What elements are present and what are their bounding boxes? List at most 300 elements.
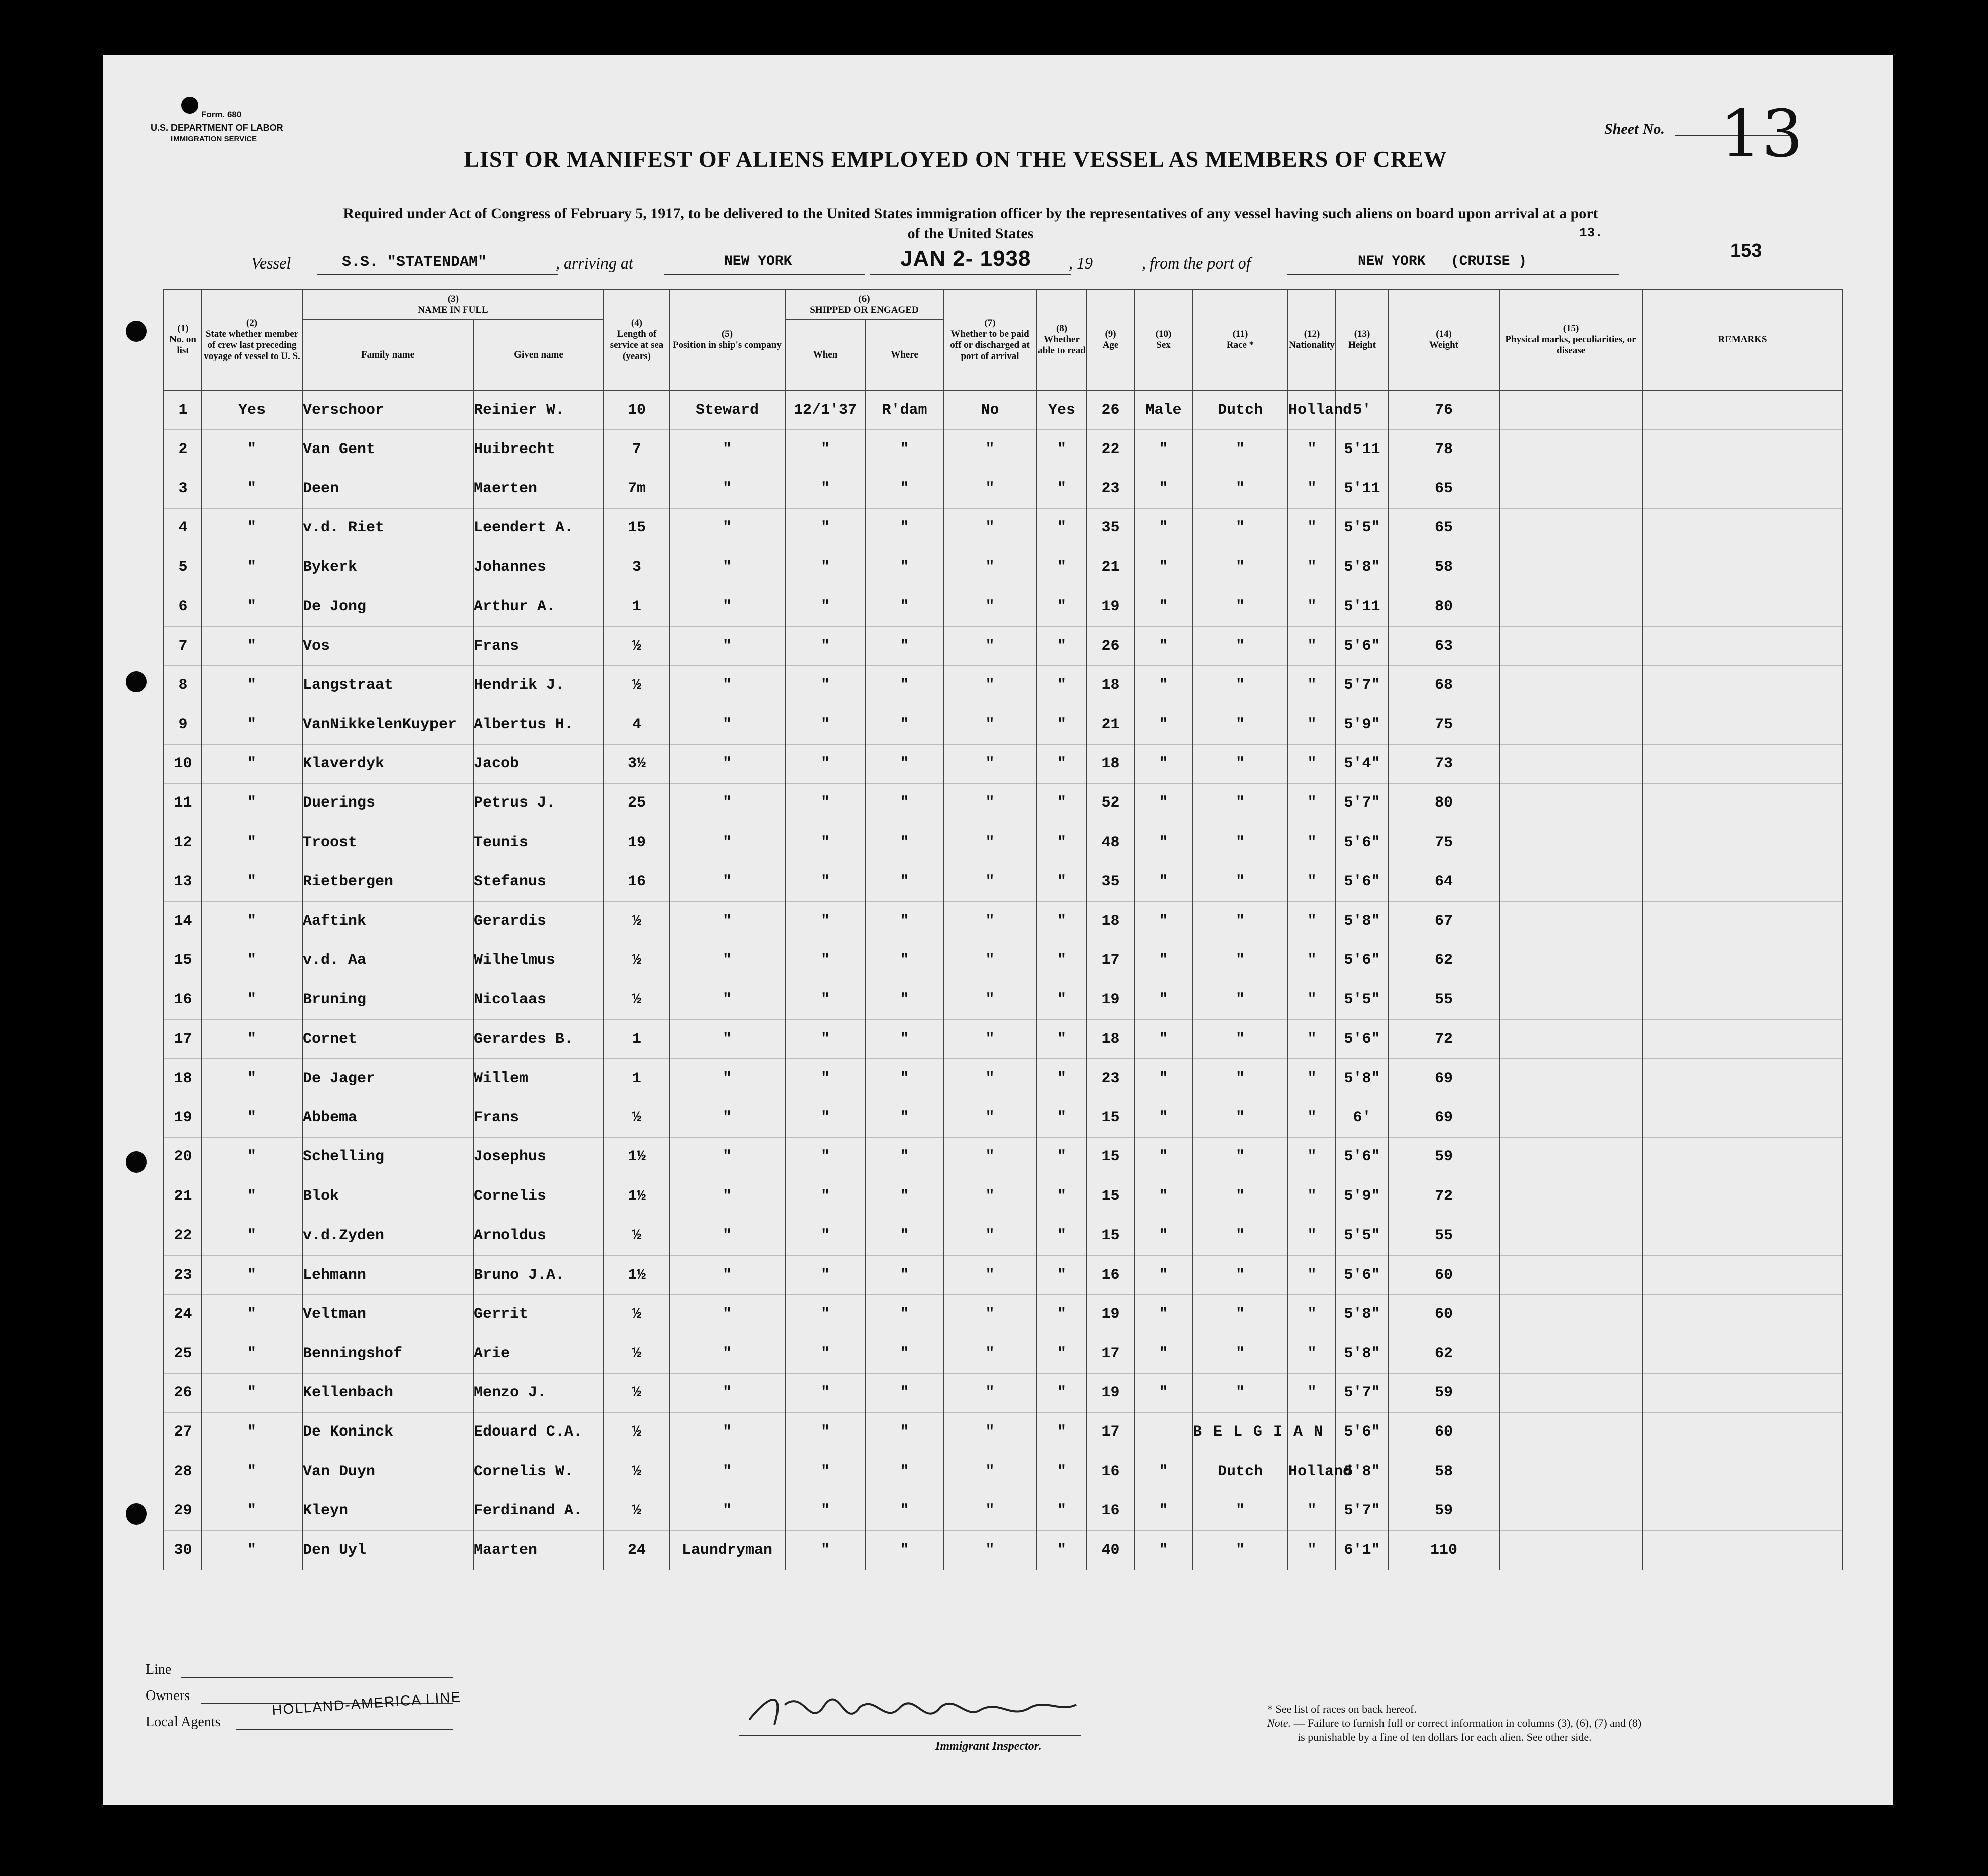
nationality-cell: ": [1288, 980, 1336, 1019]
physical-marks-cell: [1499, 548, 1643, 587]
sex-cell: ": [1135, 1452, 1192, 1491]
remarks-cell: [1643, 1098, 1843, 1137]
inspector-signature: [739, 1684, 1081, 1735]
race-cell: ": [1192, 1256, 1288, 1295]
service-cell: 1: [604, 1020, 669, 1059]
race-cell: ": [1192, 705, 1288, 744]
shipped-where-cell: ": [866, 1531, 943, 1570]
remarks-cell: [1643, 823, 1843, 862]
shipped-when-cell: ": [785, 744, 866, 783]
service-cell: 1½: [604, 1137, 669, 1177]
position-cell: ": [669, 980, 785, 1019]
shipped-when-cell: ": [785, 1452, 866, 1491]
age-cell: 19: [1087, 1295, 1135, 1334]
prev-voyage-cell: ": [202, 705, 302, 744]
nationality-cell: ": [1288, 1491, 1336, 1531]
paid-off-cell: ": [943, 1098, 1036, 1137]
height-cell: 5'9": [1336, 1177, 1389, 1216]
able-to-read-cell: ": [1036, 1531, 1087, 1570]
paid-off-cell: ": [943, 705, 1036, 744]
form-service: IMMIGRATION SERVICE: [171, 135, 257, 143]
weight-cell: 55: [1389, 1216, 1499, 1255]
family-name-cell: Deen: [302, 469, 473, 508]
crew-manifest-table: [163, 289, 1843, 1570]
row-number: 27: [164, 1412, 202, 1452]
remarks-cell: [1643, 1452, 1843, 1491]
col-age-header: (9) Age: [1087, 290, 1135, 390]
year-label: , 19: [1069, 254, 1093, 272]
nationality-cell: ": [1288, 548, 1336, 587]
date-stamp: JAN 2- 1938: [900, 246, 1031, 271]
prev-voyage-cell: ": [202, 941, 302, 980]
given-name-cell: Frans: [473, 627, 604, 666]
note-label: Note.: [1267, 1717, 1291, 1729]
table-row: [164, 1412, 1843, 1452]
family-name-cell: Bruning: [302, 980, 473, 1019]
race-cell: ": [1192, 1295, 1288, 1334]
given-name-cell: Arie: [473, 1334, 604, 1373]
position-cell: ": [669, 548, 785, 587]
able-to-read-cell: ": [1036, 705, 1087, 744]
service-cell: ½: [604, 1412, 669, 1452]
shipped-when-cell: ": [785, 705, 866, 744]
service-cell: ½: [604, 666, 669, 705]
prev-voyage-cell: ": [202, 627, 302, 666]
nationality-cell: ": [1288, 783, 1336, 823]
family-name-cell: Troost: [302, 823, 473, 862]
age-cell: 21: [1087, 548, 1135, 587]
nationality-cell: ": [1288, 1531, 1336, 1570]
service-cell: ½: [604, 1334, 669, 1373]
sheet-number: 13: [1720, 96, 1803, 172]
family-name-cell: Van Gent: [302, 430, 473, 469]
table-row: [164, 1216, 1843, 1255]
sex-cell: ": [1135, 1531, 1192, 1570]
paid-off-cell: ": [943, 783, 1036, 823]
shipped-when-cell: ": [785, 548, 866, 587]
from-port: NEW YORK (CRUISE ): [1358, 254, 1527, 270]
age-cell: 19: [1087, 980, 1135, 1019]
position-cell: ": [669, 1137, 785, 1177]
able-to-read-cell: ": [1036, 902, 1087, 941]
remarks-cell: [1643, 1531, 1843, 1570]
paid-off-cell: ": [943, 508, 1036, 548]
position-cell: ": [669, 627, 785, 666]
weight-cell: 60: [1389, 1412, 1499, 1452]
family-name-cell: Blok: [302, 1177, 473, 1216]
nationality-cell: ": [1288, 1334, 1336, 1373]
sex-cell: ": [1135, 548, 1192, 587]
shipped-when-cell: ": [785, 862, 866, 902]
able-to-read-cell: ": [1036, 587, 1087, 626]
nationality-cell: ": [1288, 1216, 1336, 1255]
remarks-cell: [1643, 469, 1843, 508]
nationality-cell: ": [1288, 1020, 1336, 1059]
sex-cell: ": [1135, 1334, 1192, 1373]
sex-cell: ": [1135, 587, 1192, 626]
col-shipped-header: (6) SHIPPED OR ENGAGED: [785, 290, 943, 320]
shipped-where-cell: ": [866, 823, 943, 862]
race-cell: ": [1192, 783, 1288, 823]
physical-marks-cell: [1499, 666, 1643, 705]
family-name-cell: Aaftink: [302, 902, 473, 941]
service-cell: ½: [604, 1098, 669, 1137]
shipped-where-cell: ": [866, 941, 943, 980]
nationality-cell: ": [1288, 1137, 1336, 1177]
physical-marks-cell: [1499, 508, 1643, 548]
row-number: 4: [164, 508, 202, 548]
row-number: 18: [164, 1059, 202, 1098]
remarks-cell: [1643, 1137, 1843, 1177]
position-cell: ": [669, 1177, 785, 1216]
prev-voyage-cell: ": [202, 823, 302, 862]
line-label: Line: [146, 1662, 172, 1677]
table-row: [164, 1334, 1843, 1373]
race-note: * See list of races on back hereof.: [1267, 1703, 1417, 1715]
table-row: [164, 980, 1843, 1019]
weight-cell: 110: [1389, 1531, 1499, 1570]
height-cell: 5'6": [1336, 862, 1389, 902]
race-cell: Dutch: [1192, 1452, 1288, 1491]
family-name-cell: De Jager: [302, 1059, 473, 1098]
race-cell: ": [1192, 1098, 1288, 1137]
service-cell: 1: [604, 1059, 669, 1098]
prev-voyage-cell: ": [202, 1295, 302, 1334]
prev-voyage-cell: ": [202, 1373, 302, 1412]
weight-cell: 69: [1389, 1098, 1499, 1137]
paid-off-cell: ": [943, 1412, 1036, 1452]
prev-voyage-cell: ": [202, 1137, 302, 1177]
physical-marks-cell: [1499, 862, 1643, 902]
service-cell: 1½: [604, 1177, 669, 1216]
remarks-cell: [1643, 1059, 1843, 1098]
able-to-read-cell: ": [1036, 1098, 1087, 1137]
prev-voyage-cell: ": [202, 1256, 302, 1295]
shipped-where-cell: ": [866, 862, 943, 902]
sex-cell: ": [1135, 823, 1192, 862]
able-to-read-cell: ": [1036, 627, 1087, 666]
shipped-when-cell: ": [785, 1412, 866, 1452]
race-cell: ": [1192, 1137, 1288, 1177]
col-prev-voyage-header: (2) State whether member of crew last preceding voyage of vessel to U. S.: [202, 290, 302, 390]
race-cell: ": [1192, 666, 1288, 705]
nationality-cell: ": [1288, 744, 1336, 783]
race-cell: ": [1192, 823, 1288, 862]
local-agents-label: Local Agents: [146, 1714, 221, 1730]
height-cell: 5'11: [1336, 469, 1389, 508]
service-cell: 19: [604, 823, 669, 862]
nationality-cell: ": [1288, 1059, 1336, 1098]
family-name-cell: Verschoor: [302, 390, 473, 430]
vessel-label: Vessel: [251, 254, 291, 272]
shipped-when-cell: ": [785, 666, 866, 705]
row-number: 6: [164, 587, 202, 626]
table-row: [164, 1137, 1843, 1177]
given-name-cell: Gerardes B.: [473, 1020, 604, 1059]
weight-cell: 80: [1389, 783, 1499, 823]
sex-cell: ": [1135, 1295, 1192, 1334]
service-cell: ½: [604, 1216, 669, 1255]
position-cell: Laundryman: [669, 1531, 785, 1570]
shipped-where-cell: ": [866, 1177, 943, 1216]
table-row: [164, 1020, 1843, 1059]
physical-marks-cell: [1499, 1491, 1643, 1531]
shipped-when-cell: ": [785, 508, 866, 548]
age-cell: 17: [1087, 1412, 1135, 1452]
height-cell: 5'6": [1336, 1256, 1389, 1295]
height-cell: 5'8": [1336, 1452, 1389, 1491]
punch-hole: [126, 321, 147, 342]
punch-hole: [181, 97, 198, 114]
shipped-when-cell: ": [785, 1256, 866, 1295]
prev-voyage-cell: ": [202, 1020, 302, 1059]
remarks-cell: [1643, 862, 1843, 902]
family-name-cell: Benningshof: [302, 1334, 473, 1373]
service-cell: 3½: [604, 744, 669, 783]
remarks-cell: [1643, 980, 1843, 1019]
able-to-read-cell: ": [1036, 1216, 1087, 1255]
vessel-name: S.S. "STATENDAM": [342, 254, 487, 271]
remarks-cell: [1643, 744, 1843, 783]
service-cell: 1½: [604, 1256, 669, 1295]
shipped-when-cell: ": [785, 1020, 866, 1059]
col-where-header: Where: [866, 320, 943, 390]
sex-cell: ": [1135, 1059, 1192, 1098]
weight-cell: 64: [1389, 862, 1499, 902]
punch-hole: [126, 1503, 147, 1525]
table-row: [164, 1059, 1843, 1098]
position-cell: ": [669, 1059, 785, 1098]
col-sex-header: (10) Sex: [1135, 290, 1192, 390]
subtitle-line-2: of the United States: [907, 225, 1034, 242]
paid-off-cell: ": [943, 1373, 1036, 1412]
col-read-header: (8) Whether able to read: [1036, 290, 1087, 390]
sex-cell: ": [1135, 744, 1192, 783]
given-name-cell: Hendrik J.: [473, 666, 604, 705]
subtitle: [181, 204, 1760, 244]
shipped-when-cell: ": [785, 469, 866, 508]
col-marks-header: (15) Physical marks, peculiarities, or disease: [1499, 290, 1643, 390]
paid-off-cell: ": [943, 823, 1036, 862]
nationality-cell: Holland: [1288, 1452, 1336, 1491]
family-name-cell: Veltman: [302, 1295, 473, 1334]
remarks-cell: [1643, 941, 1843, 980]
remarks-cell: [1643, 587, 1843, 626]
height-cell: 5'8": [1336, 902, 1389, 941]
able-to-read-cell: ": [1036, 1137, 1087, 1177]
arriving-underline: [664, 274, 865, 275]
paid-off-cell: ": [943, 862, 1036, 902]
height-cell: 5'7": [1336, 1491, 1389, 1531]
shipped-where-cell: ": [866, 1137, 943, 1177]
row-number: 12: [164, 823, 202, 862]
table-row: [164, 666, 1843, 705]
row-number: 26: [164, 1373, 202, 1412]
given-name-cell: Menzo J.: [473, 1373, 604, 1412]
table-row: [164, 1256, 1843, 1295]
paid-off-cell: ": [943, 430, 1036, 469]
position-cell: ": [669, 1412, 785, 1452]
shipped-where-cell: ": [866, 1491, 943, 1531]
paid-off-cell: ": [943, 666, 1036, 705]
row-number: 14: [164, 902, 202, 941]
family-name-cell: Abbema: [302, 1098, 473, 1137]
subtitle-line-1: Required under Act of Congress of February 5, 1917, to be delivered to the United States immigration officer by the representatives of any vessel having such aliens on board upon arrival at a port: [343, 205, 1598, 222]
from-label: , from the port of: [1142, 254, 1251, 272]
physical-marks-cell: [1499, 1098, 1643, 1137]
family-name-cell: De Koninck: [302, 1412, 473, 1452]
given-name-cell: Jacob: [473, 744, 604, 783]
row-number: 20: [164, 1137, 202, 1177]
given-name-cell: Arnoldus: [473, 1216, 604, 1255]
prev-voyage-cell: ": [202, 1059, 302, 1098]
race-cell: ": [1192, 862, 1288, 902]
shipped-where-cell: ": [866, 666, 943, 705]
weight-cell: 78: [1389, 430, 1499, 469]
sex-cell: ": [1135, 980, 1192, 1019]
row-number: 7: [164, 627, 202, 666]
nationality-cell: ": [1288, 1177, 1336, 1216]
line-underline: [181, 1677, 453, 1678]
age-cell: 48: [1087, 823, 1135, 862]
paid-off-cell: ": [943, 1020, 1036, 1059]
shipped-where-cell: ": [866, 1334, 943, 1373]
weight-cell: 62: [1389, 1334, 1499, 1373]
table-row: [164, 1452, 1843, 1491]
nationality-cell: ": [1288, 1098, 1336, 1137]
given-name-cell: Reinier W.: [473, 390, 604, 430]
sex-cell: ": [1135, 508, 1192, 548]
table-row: [164, 1373, 1843, 1412]
race-cell: ": [1192, 1373, 1288, 1412]
race-cell: ": [1192, 1334, 1288, 1373]
family-name-cell: De Jong: [302, 587, 473, 626]
sheet-label: Sheet No.: [1604, 121, 1665, 137]
shipped-when-cell: ": [785, 1137, 866, 1177]
service-cell: 25: [604, 783, 669, 823]
row-number: 17: [164, 1020, 202, 1059]
able-to-read-cell: ": [1036, 783, 1087, 823]
service-cell: ½: [604, 1452, 669, 1491]
weight-cell: 58: [1389, 1452, 1499, 1491]
height-cell: 5'7": [1336, 783, 1389, 823]
remarks-cell: [1643, 627, 1843, 666]
nationality-cell: ": [1288, 902, 1336, 941]
shipped-where-cell: ": [866, 744, 943, 783]
service-cell: ½: [604, 1491, 669, 1531]
height-cell: 5'7": [1336, 1373, 1389, 1412]
age-cell: 17: [1087, 1334, 1135, 1373]
nationality-cell: ": [1288, 666, 1336, 705]
able-to-read-cell: ": [1036, 1412, 1087, 1452]
physical-marks-cell: [1499, 783, 1643, 823]
remarks-cell: [1643, 1177, 1843, 1216]
physical-marks-cell: [1499, 1256, 1643, 1295]
age-cell: 52: [1087, 783, 1135, 823]
position-cell: ": [669, 1334, 785, 1373]
service-cell: 24: [604, 1531, 669, 1570]
prev-voyage-cell: ": [202, 1491, 302, 1531]
table-row: [164, 587, 1843, 626]
nationality-cell: ": [1288, 469, 1336, 508]
age-cell: 15: [1087, 1216, 1135, 1255]
age-cell: 18: [1087, 744, 1135, 783]
height-cell: 5'9": [1336, 705, 1389, 744]
prev-voyage-cell: ": [202, 902, 302, 941]
shipped-when-cell: 12/1'37: [785, 390, 866, 430]
table-row: [164, 941, 1843, 980]
prev-voyage-cell: ": [202, 1412, 302, 1452]
table-row: [164, 862, 1843, 902]
paid-off-cell: ": [943, 587, 1036, 626]
position-cell: ": [669, 1295, 785, 1334]
remarks-cell: [1643, 1216, 1843, 1255]
paid-off-cell: ": [943, 1137, 1036, 1177]
col-height-header: (13) Height: [1336, 290, 1389, 390]
shipped-where-cell: ": [866, 1256, 943, 1295]
page-number: 153: [1730, 240, 1762, 261]
table-row: [164, 390, 1843, 430]
form-number: Form. 680: [201, 110, 242, 119]
family-name-cell: Kleyn: [302, 1491, 473, 1531]
race-cell: ": [1192, 587, 1288, 626]
height-cell: 5'6": [1336, 1137, 1389, 1177]
remarks-cell: [1643, 902, 1843, 941]
paid-off-cell: ": [943, 627, 1036, 666]
age-cell: 26: [1087, 627, 1135, 666]
physical-marks-cell: [1499, 902, 1643, 941]
table-row: [164, 469, 1843, 508]
service-cell: ½: [604, 902, 669, 941]
weight-cell: 60: [1389, 1295, 1499, 1334]
age-cell: 15: [1087, 1177, 1135, 1216]
col-paid-off-header: (7) Whether to be paid off or discharged at port of arrival: [943, 290, 1036, 390]
prev-voyage-cell: ": [202, 1334, 302, 1373]
paid-off-cell: ": [943, 1452, 1036, 1491]
able-to-read-cell: ": [1036, 941, 1087, 980]
weight-cell: 59: [1389, 1137, 1499, 1177]
given-name-cell: Edouard C.A.: [473, 1412, 604, 1452]
paid-off-cell: ": [943, 1491, 1036, 1531]
height-cell: 5'11: [1336, 587, 1389, 626]
height-cell: 5'6": [1336, 1412, 1389, 1452]
physical-marks-cell: [1499, 705, 1643, 744]
age-cell: 15: [1087, 1098, 1135, 1137]
weight-cell: 65: [1389, 469, 1499, 508]
remarks-cell: [1643, 783, 1843, 823]
able-to-read-cell: ": [1036, 1020, 1087, 1059]
able-to-read-cell: ": [1036, 744, 1087, 783]
service-cell: ½: [604, 980, 669, 1019]
col-weight-header: (14) Weight: [1389, 290, 1499, 390]
service-cell: 7: [604, 430, 669, 469]
nationality-cell: ": [1288, 941, 1336, 980]
service-cell: 10: [604, 390, 669, 430]
inspector-label: Immigrant Inspector.: [935, 1740, 1042, 1753]
paid-off-cell: ": [943, 1256, 1036, 1295]
row-number: 30: [164, 1531, 202, 1570]
age-cell: 35: [1087, 508, 1135, 548]
height-cell: 6': [1336, 1098, 1389, 1137]
shipped-where-cell: ": [866, 1295, 943, 1334]
shipped-when-cell: ": [785, 1216, 866, 1255]
race-cell: B E L G I A N: [1192, 1412, 1288, 1452]
weight-cell: 73: [1389, 744, 1499, 783]
able-to-read-cell: ": [1036, 1256, 1087, 1295]
given-name-cell: Stefanus: [473, 862, 604, 902]
paid-off-cell: ": [943, 941, 1036, 980]
able-to-read-cell: ": [1036, 1177, 1087, 1216]
